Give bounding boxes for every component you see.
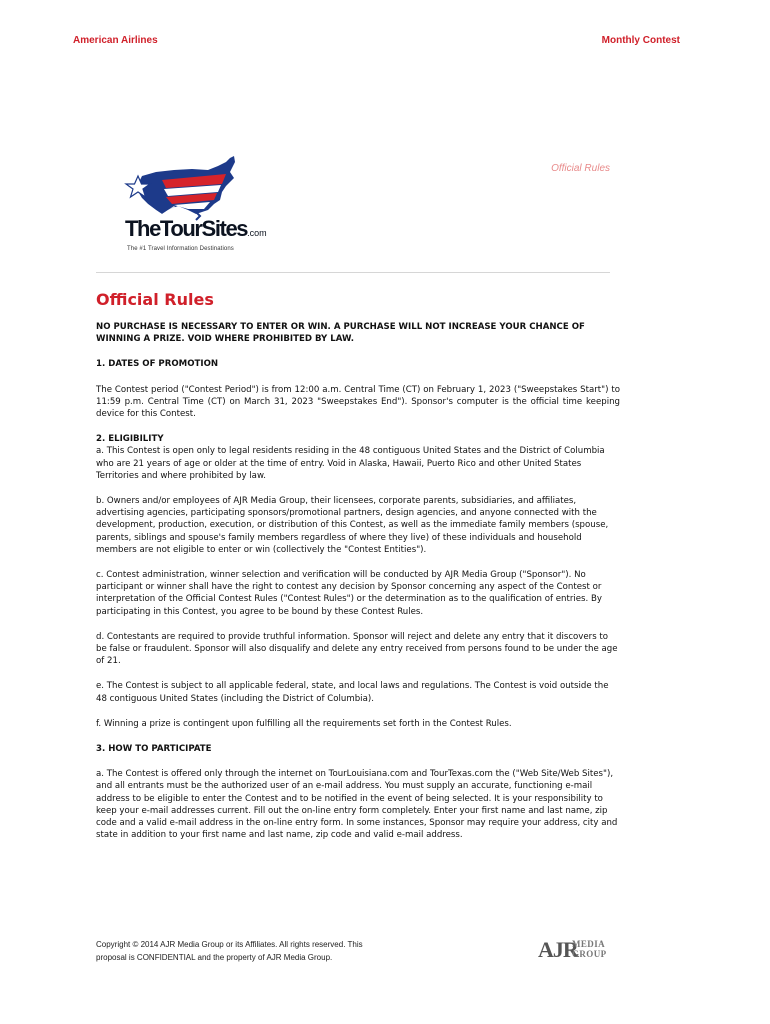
header-right-text: Monthly Contest <box>601 35 680 46</box>
cover-subtitle: Official Rules <box>551 163 610 174</box>
section-paragraph: The Contest period ("Contest Period") is from 12:00 a.m. Central Time (CT) on February 1, 2023 ("Sweepstakes Start") to 11:59 p.m. Central Time (CT) on March 31, 2023 "Sweepstakes End"). Sponsor's computer is the official time keeping device for this Contest. <box>96 384 620 420</box>
section-title-eligibility: 2. ELIGIBILITY <box>96 434 164 445</box>
ajr-logo-line1: MEDIA <box>572 939 605 949</box>
logo-wordmark-suffix: .com <box>247 228 267 238</box>
header-left-text: American Airlines <box>73 35 158 46</box>
document-title: Official Rules <box>96 290 214 309</box>
document-body <box>96 289 620 855</box>
section-paragraph: e. The Contest is subject to all applicable federal, state, and local laws and regulations. The Contest is void outside the 48 contiguous United States (including the District of Columbia). <box>96 681 609 704</box>
logo-wordmark <box>125 216 267 242</box>
divider <box>96 272 610 273</box>
section-paragraph: f. Winning a prize is contingent upon fulfilling all the requirements set forth in the Contest Rules. <box>96 718 512 729</box>
section-paragraph: b. Owners and/or employees of AJR Media Group, their licensees, corporate parents, subsidiaries, and affiliates, advertising agencies, participating sponsors/promotional partners, design agencies, and anyone connected with the development, production, execution, or distribution of this Contest, as well as the immediate family members (spouse, parents, siblings and spouse's family members regardless of where they live) of these individuals and household members are not eligible to enter or win (collectively the "Contest Entities"). <box>96 496 609 555</box>
section-paragraph: c. Contest administration, winner selection and verification will be conducted by AJR Media Group ("Sponsor"). No participant or winner shall have the right to contest any decision by Sponsor concerning any aspect of the Contest or interpretation of the Official Contest Rules ("Contest Rules") or the determination as to the qualification of entries. By participating in this Contest, you agree to be bound by these Contest Rules. <box>96 570 602 617</box>
ajr-media-group-logo <box>538 938 610 962</box>
logo-tagline: The #1 Travel Information Destinations <box>127 246 234 252</box>
section-paragraph: a. The Contest is offered only through the internet on TourLouisiana.com and TourTexas.com the ("Web Site/Web Sites"), and all entrants must be the authorized user of an e-mail address. You must supply an accurate, functioning e-mail address to be eligible to enter the Contest and to be notified in the event of being selected. It is your responsibility to keep your e-mail addresses current. Fill out the on-line entry form completely. Enter your first name and last name, zip code and a valid e-mail address in the on-line entry form. In some instances, Sponsor may require your address, city and state in addition to your first name and last name, zip code and valid e-mail address. <box>96 769 618 841</box>
intro-statement: NO PURCHASE IS NECESSARY TO ENTER OR WIN. A PURCHASE WILL NOT INCREASE YOUR CHANCE OF WINNING A PRIZE. VOID WHERE PROHIBITED BY LAW. <box>96 322 585 345</box>
section-paragraph: a. This Contest is open only to legal residents residing in the 48 contiguous United States and the District of Columbia who are 21 years of age or older at the time of entry. Void in Alaska, Hawaii, Puerto Rico and other United States Territories and where prohibited by law. <box>96 446 605 481</box>
ajr-logo-sub <box>572 940 607 959</box>
ajr-logo-main: AJR <box>538 937 578 962</box>
footer-copyright: Copyright © 2014 AJR Media Group or its Affiliates. All rights reserved. This proposal is CONFIDENTIAL and the property of AJR Media Group. <box>96 940 363 962</box>
ajr-logo-line2: GROUP <box>572 948 607 959</box>
section-title-dates: 1. DATES OF PROMOTION <box>96 359 219 370</box>
section-title-how-to-participate: 3. HOW TO PARTICIPATE <box>96 744 212 755</box>
section-paragraph: d. Contestants are required to provide truthful information. Sponsor will reject and delete any entry that it discovers to be false or fraudulent. Sponsor will also disqualify and delete any entry received from persons found to be under the age of 21. <box>96 631 618 667</box>
logo-wordmark-main: TheTourSites <box>125 216 248 241</box>
